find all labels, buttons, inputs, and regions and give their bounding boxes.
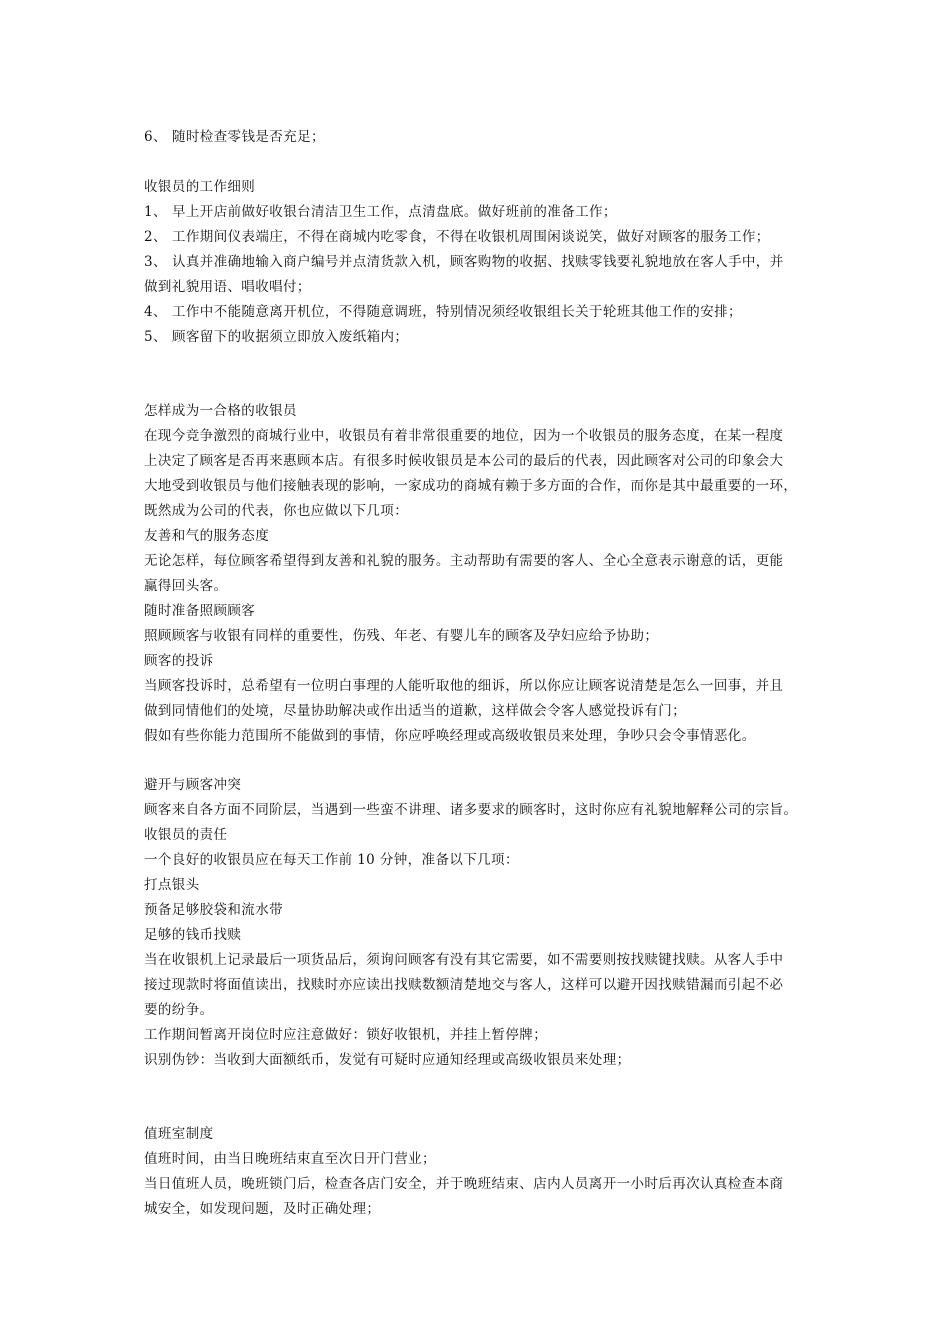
item-number: 3、: [144, 254, 167, 270]
paragraph-line: 照顾顾客与收银有同样的重要性，伤残、年老、有婴儿车的顾客及孕妇应给予协助；: [144, 628, 659, 644]
paragraph-line: 打点银头: [144, 877, 200, 893]
subheading-avoid-conflict: 避开与顾客冲突: [144, 777, 242, 793]
paragraph-line: 当顾客投诉时，总希望有一位明白事理的人能听取他的细诉，所以你应让顾客说清楚是怎么一回事，并且: [144, 678, 784, 694]
paragraph-line: 大地受到收银员与他们接触表现的影响，一家成功的商城有赖于多方面的合作，而你是其中最重要的一环，: [144, 478, 798, 494]
item-text: 随时检查零钱是否充足；: [172, 129, 325, 145]
list-item: [144, 228, 770, 246]
subheading-complaints: 顾客的投诉: [144, 653, 214, 669]
paragraph-line: 足够的钱币找赎: [144, 927, 242, 943]
subheading-attend-customers: 随时准备照顾顾客: [144, 603, 256, 619]
subheading-friendly-attitude: 友善和气的服务态度: [144, 528, 270, 544]
paragraph-line: 值班时间，由当日晚班结束直至次日开门营业；: [144, 1151, 436, 1167]
item-number: 2、: [144, 229, 167, 245]
paragraph-line: 赢得回头客。: [144, 578, 228, 594]
item-text: 顾客留下的收据须立即放入废纸箱内；: [172, 329, 409, 345]
section-heading-qualified-cashier: 怎样成为一合格的收银员: [144, 403, 297, 419]
item-number: 6、: [144, 129, 167, 145]
item-number: 1、: [144, 204, 167, 220]
subheading-responsibilities: 收银员的责任: [144, 827, 228, 843]
item-number: 5、: [144, 329, 167, 345]
paragraph-line: 一个良好的收银员应在每天工作前 10 分钟，准备以下几项：: [144, 852, 519, 868]
item-text: 工作中不能随意离开机位，不得随意调班，特别情况须经收银组长关于轮班其他工作的安排；: [172, 304, 742, 320]
list-item: [144, 328, 408, 346]
paragraph-line: 预备足够胶袋和流水带: [144, 902, 283, 918]
paragraph-line: 工作期间暂离开岗位时应注意做好：锁好收银机，并挂上暂停牌；: [144, 1027, 548, 1043]
paragraph-line: 顾客来自各方面不同阶层，当遇到一些蛮不讲理、诸多要求的顾客时，这时你应有礼貌地解释公司的宗旨。: [144, 802, 798, 818]
section-heading-cashier-rules: 收银员的工作细则: [144, 179, 256, 195]
list-item: [144, 128, 325, 146]
paragraph-line: 识别伪钞：当收到大面额纸币，发觉有可疑时应通知经理或高级收银员来处理；: [144, 1052, 631, 1068]
item-text: 做到礼貌用语、唱收唱付；: [144, 279, 311, 295]
item-text: 认真并准确地输入商户编号并点清货款入机，顾客购物的收据、找赎零钱要礼貌地放在客人手中，并: [172, 254, 784, 270]
paragraph-line: 城安全，如发现问题，及时正确处理；: [144, 1201, 381, 1217]
section-heading-duty-room: 值班室制度: [144, 1126, 214, 1142]
list-item: [144, 253, 784, 271]
paragraph-line: 无论怎样，每位顾客希望得到友善和礼貌的服务。主动帮助有需要的客人、全心全意表示谢意的话，更能: [144, 553, 784, 569]
item-number: 4、: [144, 304, 167, 320]
list-item-continuation: [144, 278, 311, 296]
paragraph-line: 接过现款时将面值读出，找赎时亦应读出找赎数额清楚地交与客人，这样可以避开因找赎错漏而引起不必: [144, 977, 784, 993]
item-text: 早上开店前做好收银台清洁卫生工作，点清盘底。做好班前的准备工作；: [172, 204, 617, 220]
paragraph-line: 既然成为公司的代表，你也应做以下几项：: [144, 503, 409, 519]
paragraph-line: 要的纷争。: [144, 1002, 214, 1018]
paragraph-line: 当日值班人员，晚班锁门后，检查各店门安全，并于晚班结束、店内人员离开一小时后再次认真检查本商: [144, 1176, 784, 1192]
paragraph-line: 在现今竞争激烈的商城行业中，收银员有着非常很重要的地位，因为一个收银员的服务态度，在某一程度: [144, 428, 784, 444]
item-text: 工作期间仪表端庄，不得在商城内吃零食，不得在收银机周围闲谈说笑，做好对顾客的服务工作；: [172, 229, 770, 245]
list-item: [144, 303, 742, 321]
list-item: [144, 203, 617, 221]
paragraph-line: 假如有些你能力范围所不能做到的事情，你应呼唤经理或高级收银员来处理，争吵只会令事情恶化。: [144, 728, 756, 744]
paragraph-line: 当在收银机上记录最后一项货品后，须询问顾客有没有其它需要，如不需要则按找赎键找赎。从客人手中: [144, 952, 784, 968]
paragraph-line: 上决定了顾客是否再来惠顾本店。有很多时候收银员是本公司的最后的代表，因此顾客对公司的印象会大: [144, 453, 784, 469]
paragraph-line: 做到同情他们的处境，尽量协助解决或作出适当的道歉，这样做会令客人感觉投诉有门；: [144, 703, 687, 719]
